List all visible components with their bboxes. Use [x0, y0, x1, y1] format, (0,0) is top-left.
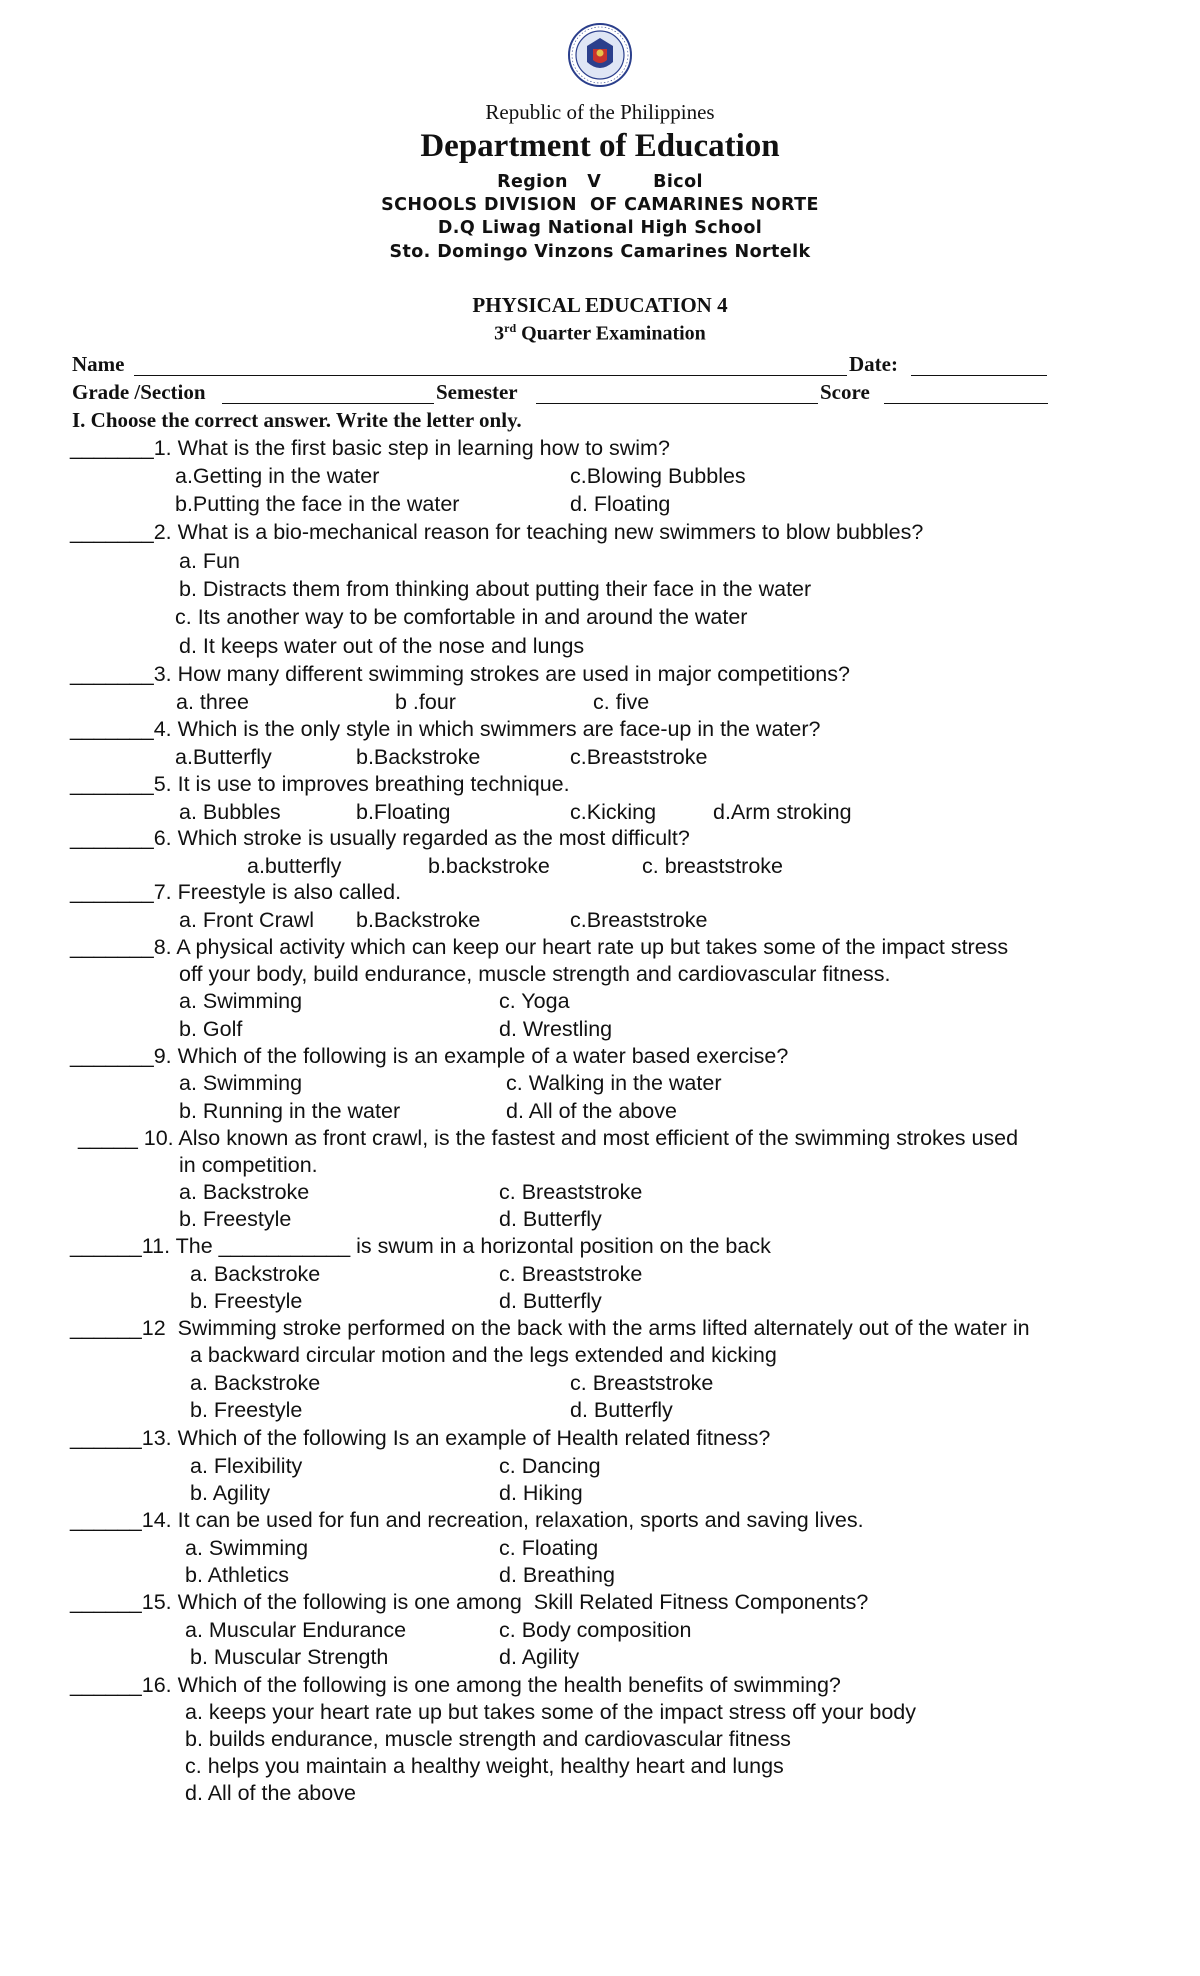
option: b.Floating	[356, 800, 451, 824]
question-8: _______8. A physical activity which can keep our heart rate up but takes some of the impact stress	[70, 935, 1009, 959]
address-line: Sto. Domingo Vinzons Camarines Nortelk	[389, 242, 811, 262]
option: c. helps you maintain a healthy weight, healthy heart and lungs	[185, 1754, 784, 1778]
question-4: _______4. Which is the only style in which swimmers are face-up in the water?	[70, 717, 821, 741]
option: c. Walking in the water	[506, 1071, 722, 1095]
name-field[interactable]	[134, 375, 847, 376]
option: a. Backstroke	[190, 1262, 321, 1286]
score-label: Score	[820, 380, 870, 404]
question-2: _______2. What is a bio-mechanical reason for teaching new swimmers to blow bubbles?	[70, 520, 924, 544]
quarter-text: Quarter Examination	[516, 322, 706, 345]
school-line: D.Q Liwag National High School	[437, 218, 763, 238]
option: d. Breathing	[499, 1563, 615, 1587]
option: a. Backstroke	[179, 1180, 310, 1204]
question-1: _______1. What is the first basic step in learning how to swim?	[70, 436, 670, 460]
option: d. Wrestling	[499, 1017, 613, 1041]
semester-field[interactable]	[536, 403, 818, 404]
option: a.butterfly	[247, 854, 342, 878]
option: d. Butterfly	[499, 1207, 602, 1231]
option: b.Putting the face in the water	[175, 492, 460, 516]
question-6: _______6. Which stroke is usually regarded as the most difficult?	[70, 826, 690, 850]
question-8-continued: off your body, build endurance, muscle strength and cardiovascular fitness.	[179, 962, 891, 986]
option: a. Front Crawl	[179, 908, 315, 932]
option: c.Kicking	[570, 800, 657, 824]
date-label: Date:	[849, 352, 898, 376]
option: b. Agility	[190, 1481, 271, 1505]
option: d. All of the above	[185, 1781, 356, 1805]
seal-icon	[567, 22, 633, 88]
question-16: ______16. Which of the following is one among the health benefits of swimming?	[70, 1673, 841, 1697]
date-field[interactable]	[911, 375, 1047, 376]
option: c. five	[593, 690, 650, 714]
option: a. Fun	[179, 549, 240, 573]
option: b. Freestyle	[190, 1398, 303, 1422]
question-7: _______7. Freestyle is also called.	[70, 880, 402, 904]
question-9: _______9. Which of the following is an example of a water based exercise?	[70, 1044, 789, 1068]
option: a. Flexibility	[190, 1454, 303, 1478]
option: d. Butterfly	[570, 1398, 673, 1422]
option: a. Swimming	[179, 989, 303, 1013]
option: c. Breaststroke	[499, 1180, 643, 1204]
option: a. Muscular Endurance	[185, 1618, 407, 1642]
option: d. It keeps water out of the nose and lungs	[179, 634, 585, 658]
option: b. Muscular Strength	[190, 1645, 389, 1669]
option: c. breaststroke	[642, 854, 783, 878]
option: d. All of the above	[506, 1099, 677, 1123]
option: c. Its another way to be comfortable in and around the water	[175, 605, 748, 629]
option: a. Backstroke	[190, 1371, 321, 1395]
option: b. Athletics	[185, 1563, 289, 1587]
region-line: Region V Bicol	[497, 172, 703, 192]
score-field[interactable]	[884, 403, 1048, 404]
question-10: _____ 10. Also known as front crawl, is the fastest and most efficient of the swimming strokes used	[78, 1126, 1019, 1150]
option: b .four	[395, 690, 456, 714]
option: b.Backstroke	[356, 745, 481, 769]
question-10-continued: in competition.	[179, 1153, 318, 1177]
option: b. Golf	[179, 1017, 243, 1041]
option: c. Yoga	[499, 989, 570, 1013]
option: a.Getting in the water	[175, 464, 380, 488]
quarter-number: 3	[494, 322, 505, 345]
question-14: ______14. It can be used for fun and recreation, relaxation, sports and saving lives.	[70, 1508, 864, 1532]
question-11: ______11. The ___________ is swum in a horizontal position on the back	[70, 1234, 771, 1258]
option: d. Agility	[499, 1645, 580, 1669]
option: c.Blowing Bubbles	[570, 464, 746, 488]
option: c. Dancing	[499, 1454, 601, 1478]
option: c. Breaststroke	[499, 1262, 643, 1286]
option: c.Breaststroke	[570, 745, 708, 769]
option: c. Body composition	[499, 1618, 692, 1642]
quarter-title	[0, 321, 1200, 346]
option: a. keeps your heart rate up but takes some of the impact stress off your body	[185, 1700, 916, 1724]
option: b. Freestyle	[190, 1289, 303, 1313]
option: b. Freestyle	[179, 1207, 292, 1231]
option: d. Hiking	[499, 1481, 583, 1505]
question-15: ______15. Which of the following is one among Skill Related Fitness Components?	[70, 1590, 869, 1614]
option: b. builds endurance, muscle strength and cardiovascular fitness	[185, 1727, 791, 1751]
option: c.Breaststroke	[570, 908, 708, 932]
option: b.backstroke	[428, 854, 550, 878]
question-13: ______13. Which of the following Is an example of Health related fitness?	[70, 1426, 771, 1450]
option: c. Floating	[499, 1536, 599, 1560]
grade-section-field[interactable]	[222, 403, 434, 404]
option: d. Butterfly	[499, 1289, 602, 1313]
quarter-suffix: rd	[504, 321, 517, 335]
option: d.Arm stroking	[713, 800, 852, 824]
option: a. three	[176, 690, 249, 714]
option: b. Distracts them from thinking about putting their face in the water	[179, 577, 812, 601]
deped-seal	[567, 22, 633, 88]
instructions: I. Choose the correct answer. Write the letter only.	[72, 408, 522, 432]
grade-section-label: Grade /Section	[72, 380, 206, 404]
question-5: _______5. It is use to improves breathing technique.	[70, 772, 570, 796]
option: a. Swimming	[185, 1536, 309, 1560]
option: b. Running in the water	[179, 1099, 401, 1123]
department-title: Department of Education	[420, 128, 780, 164]
semester-label: Semester	[436, 380, 518, 404]
name-label: Name	[72, 352, 125, 376]
question-12: ______12 Swimming stroke performed on the back with the arms lifted alternately out of the water in	[70, 1316, 1030, 1340]
division-line: SCHOOLS DIVISION OF CAMARINES NORTE	[381, 195, 819, 215]
option: c. Breaststroke	[570, 1371, 714, 1395]
option: a. Swimming	[179, 1071, 303, 1095]
question-3: _______3. How many different swimming strokes are used in major competitions?	[70, 662, 850, 686]
subject-title: PHYSICAL EDUCATION 4	[472, 293, 728, 317]
option: b.Backstroke	[356, 908, 481, 932]
option: d. Floating	[570, 492, 671, 516]
option: a.Butterfly	[175, 745, 272, 769]
question-12-continued: a backward circular motion and the legs extended and kicking	[190, 1343, 777, 1367]
option: a. Bubbles	[179, 800, 281, 824]
republic-line: Republic of the Philippines	[485, 100, 715, 124]
